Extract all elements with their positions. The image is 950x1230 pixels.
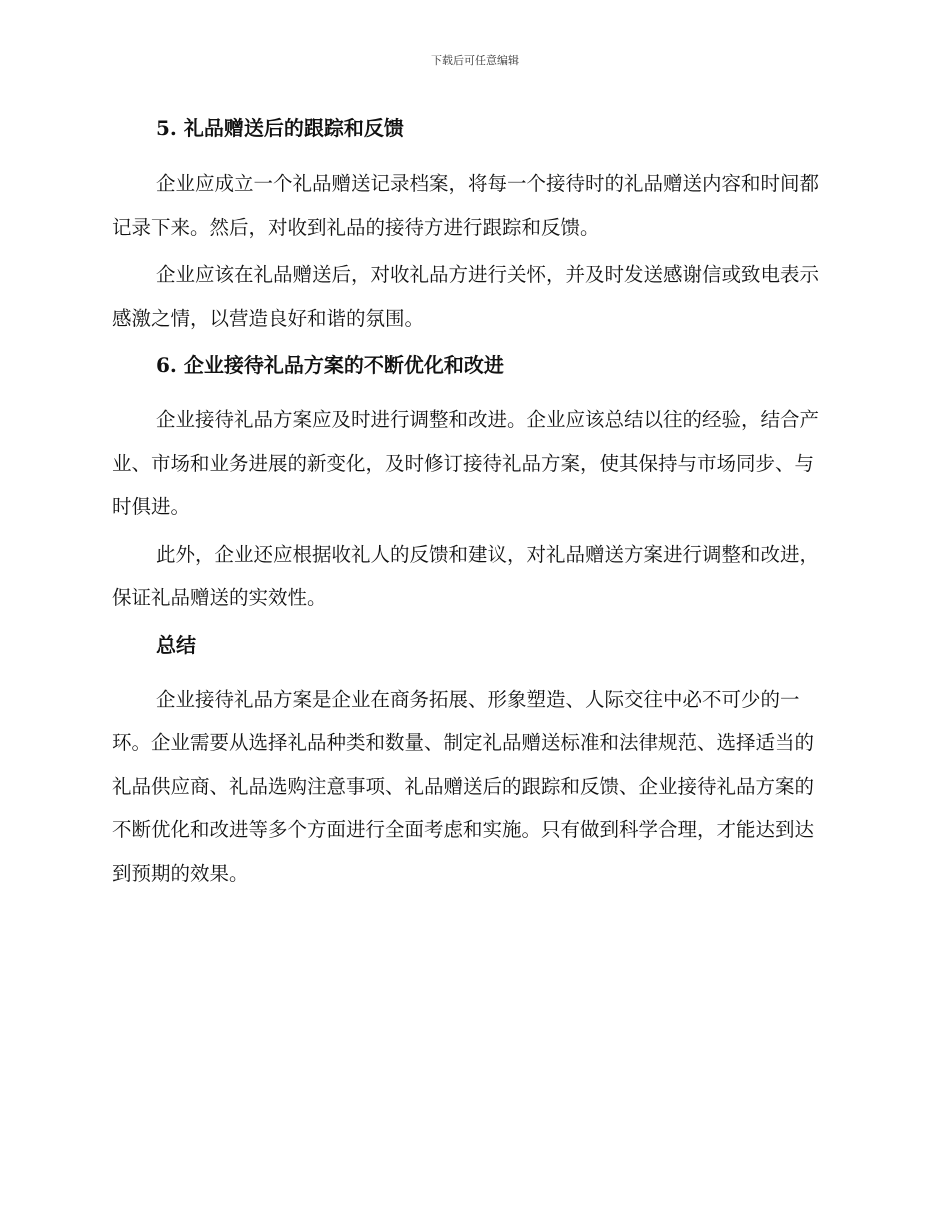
page-header: 下载后可任意编辑: [431, 54, 519, 67]
paragraph: 企业应该在礼品赠送后，对收礼品方进行关怀，并及时发送感谢信或致电表示感激之情，以营造良好和谐的氛围。: [112, 263, 820, 330]
paragraph: 企业应成立一个礼品赠送记录档案，将每一个接待时的礼品赠送内容和时间都记录下来。然后，对收到礼品的接待方进行跟踪和反馈。: [112, 172, 820, 239]
summary-paragraph: 企业接待礼品方案是企业在商务拓展、形象塑造、人际交往中必不可少的一环。企业需要从选择礼品种类和数量、制定礼品赠送标准和法律规范、选择适当的礼品供应商、礼品选购注意事项、礼品赠送后的跟踪和反馈、企业接待礼品方案的不断优化和改进等多个方面进行全面考虑和实施。只有做到科学合理，才能达到达到预期的效果。: [112, 687, 815, 885]
paragraph: 此外，企业还应根据收礼人的反馈和建议，对礼品赠送方案进行调整和改进，保证礼品赠送的实效性。: [112, 542, 820, 609]
section-heading: 6. 企业接待礼品方案的不断优化和改进: [156, 353, 504, 377]
paragraph: 企业接待礼品方案应及时进行调整和改进。企业应该总结以往的经验，结合产业、市场和业务进展的新变化，及时修订接待礼品方案，使其保持与市场同步、与时俱进。: [112, 408, 820, 518]
section-heading: 5. 礼品赠送后的跟踪和反馈: [156, 116, 404, 140]
summary-heading: 总结: [156, 632, 196, 657]
document-body: [112, 108, 832, 895]
